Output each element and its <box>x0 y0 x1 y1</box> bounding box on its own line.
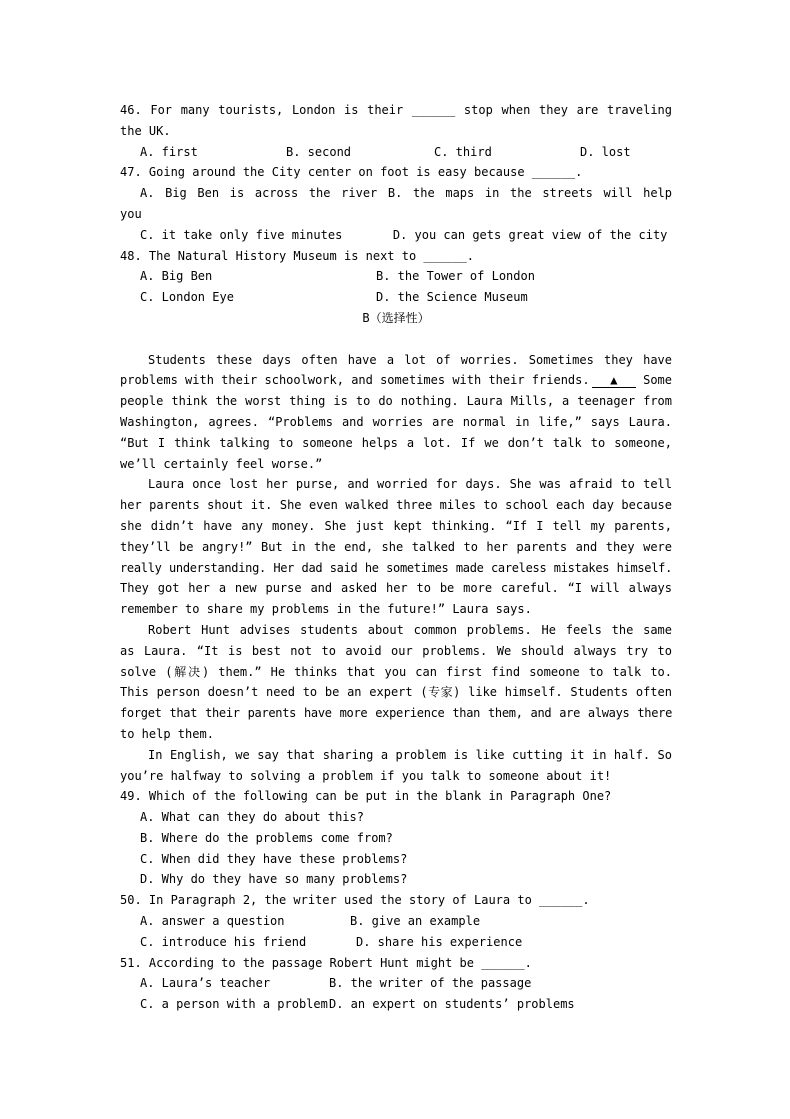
option-51-d[interactable]: D. an expert on students’ problems <box>329 997 575 1012</box>
passage-p3-line6: to help them. <box>120 726 214 741</box>
passage-p3-line3: solve (解决) them.” He thinks that you can first find someone to talk to. <box>120 664 672 679</box>
blank-49-marker: ▲ <box>592 373 636 388</box>
options-47-cd[interactable]: C. it take only five minutes D. you can gets great view of the city <box>140 227 668 242</box>
option-51-a[interactable]: A. Laura’s teacher <box>140 976 271 991</box>
section-b-heading: B（选择性） <box>362 310 430 325</box>
passage-p4-line2: you’re halfway to solving a problem if you talk to someone about it! <box>120 768 612 783</box>
option-49-d[interactable]: D. Why do they have so many problems? <box>140 872 408 887</box>
option-48-d[interactable]: D. the Science Museum <box>376 290 528 305</box>
passage-p3-line1: Robert Hunt advises students about common problems. He feels the same <box>148 622 672 637</box>
passage-p1-line2-end: Some <box>643 373 672 388</box>
options-47-ab[interactable]: A. Big Ben is across the river B. the maps in the streets will help <box>140 186 672 201</box>
spacer <box>120 329 672 350</box>
question-50-options-ab <box>120 911 672 932</box>
option-48-a[interactable]: A. Big Ben <box>140 269 213 284</box>
question-50-options-cd <box>120 932 672 953</box>
question-48-options-cd <box>120 287 672 308</box>
option-46-b[interactable]: B. second <box>286 144 352 159</box>
question-46-stem: 46. For many tourists, London is their ______ stop when they are traveling <box>120 103 672 117</box>
passage-p2-line1: Laura once lost her purse, and worried for days. She was afraid to tell <box>148 477 672 492</box>
question-50-stem: 50. In Paragraph 2, the writer used the story of Laura to ______. <box>120 893 590 908</box>
question-47-stem: 47. Going around the City center on foot is easy because ______. <box>120 165 583 180</box>
passage-p1-line2 <box>120 370 672 391</box>
option-46-c[interactable]: C. third <box>434 144 492 159</box>
passage-p2-line6: They got her a new purse and asked her to be more careful. “I will always <box>120 581 672 596</box>
passage-p4-line1: In English, we say that sharing a problem is like cutting it in half. So <box>148 747 672 762</box>
passage-p3-line5: forget that their parents have more experience than them, and are always there <box>120 706 672 721</box>
passage-p2-line3: she didn’t have any money. She just kept thinking. “If I tell my parents, <box>120 518 672 533</box>
passage-p2-line7: remember to share my problems in the future!” Laura says. <box>120 602 532 617</box>
option-49-c[interactable]: C. When did they have these problems? <box>140 851 408 866</box>
passage-p1-line1: Students these days often have a lot of worries. Sometimes they have <box>148 352 672 367</box>
passage-p2-line2: her parents shout it. She even walked three miles to school each day because <box>120 498 672 513</box>
option-50-b[interactable]: B. give an example <box>350 914 481 929</box>
option-51-c[interactable]: C. a person with a problem <box>140 997 328 1012</box>
option-50-a[interactable]: A. answer a question <box>140 914 285 929</box>
options-47-ab-cont: you <box>120 206 142 221</box>
question-48-stem: 48. The Natural History Museum is next to ______. <box>120 248 475 263</box>
passage-p1-line6: we’ll certainly feel worse.” <box>120 456 323 471</box>
passage-p2-line4: they’ll be angry!” But in the end, she talked to her parents and they were <box>120 539 672 554</box>
option-46-d[interactable]: D. lost <box>580 144 631 159</box>
passage-p1-line5: “But I think talking to someone helps a lot. If we don’t talk to someone, <box>120 435 672 450</box>
option-48-c[interactable]: C. London Eye <box>140 290 234 305</box>
option-46-a[interactable]: A. first <box>140 144 198 159</box>
option-48-b[interactable]: B. the Tower of London <box>376 269 535 284</box>
passage-p1-line3: people think the worst thing is to do nothing. Laura Mills, a teenager from <box>120 394 672 409</box>
option-49-b[interactable]: B. Where do the problems come from? <box>140 830 393 845</box>
option-51-b[interactable]: B. the writer of the passage <box>329 976 532 991</box>
question-48-options-ab <box>120 266 672 287</box>
option-49-a[interactable]: A. What can they do about this? <box>140 810 364 825</box>
passage-p1-line2-text: problems with their schoolwork, and sometimes with their friends. <box>120 373 590 388</box>
passage-p3-line2: as Laura. “It is best not to avoid our problems. We should always try to <box>120 643 672 658</box>
question-51-options-ab <box>120 973 672 994</box>
question-46-options <box>120 142 672 163</box>
option-50-d[interactable]: D. share his experience <box>356 934 523 949</box>
question-46-stem-cont: the UK. <box>120 123 171 138</box>
passage-p1-line4: Washington, agrees. “Problems and worries are normal in life,” says Laura. <box>120 414 672 429</box>
passage-p2-line5: really understanding. Her dad said he sometimes made careless mistakes himself. <box>120 560 672 575</box>
question-49-stem: 49. Which of the following can be put in the blank in Paragraph One? <box>120 789 612 804</box>
question-51-stem: 51. According to the passage Robert Hunt might be ______. <box>120 955 532 970</box>
option-50-c[interactable]: C. introduce his friend <box>140 934 307 949</box>
passage-p3-line4: This person doesn’t need to be an expert (专家) like himself. Students often <box>120 685 672 700</box>
exam-page <box>120 100 672 1015</box>
question-51-options-cd <box>120 994 672 1015</box>
